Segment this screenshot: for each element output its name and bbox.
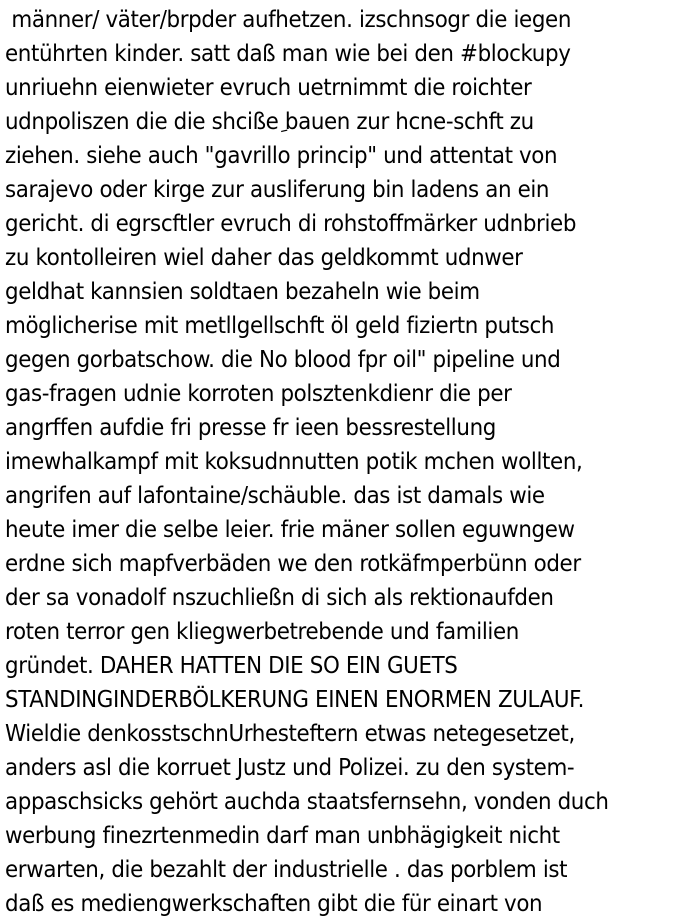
text-line: roten terror gen kliegwerbetrebende und familien xyxy=(5,619,519,645)
text-line: Wieldie denkosstschnUrhesteftern etwas netegesetzet, xyxy=(5,721,575,747)
text-line: angrifen auf lafontaine/schäuble. das ist damals wie xyxy=(5,483,545,509)
text-line: gründet. DAHER HATTEN DIE SO EIN GUETS xyxy=(5,653,458,679)
text-line: appaschsicks gehört auchda staatsfernsehn, vonden duch xyxy=(5,789,609,815)
text-line: heute imer die selbe leier. frie mäner sollen eguwngew xyxy=(5,517,575,543)
text-line: möglicherise mit metllgellschft öl geld fiziertn putsch xyxy=(5,313,555,339)
text-line: udnpoliszen die die shcißeِ bauen zur hcne-schft zu xyxy=(5,109,534,135)
text-line: anders asl die korruet Justz und Polizei. zu den system- xyxy=(5,755,575,781)
document-text xyxy=(5,3,683,920)
text-line: erwarten, die bezahlt der industrielle . das porblem ist xyxy=(5,857,568,883)
text-line: daß es mediengwerkschaften gibt die für einart von xyxy=(5,891,543,917)
text-line: der sa vonadolf nszuchließn di sich als rektionaufden xyxy=(5,585,554,611)
text-line: imewhalkampf mit koksudnnutten potik mchen wollten, xyxy=(5,449,583,475)
text-line: entührten kinder. satt daß man wie bei den #blockupy xyxy=(5,41,571,67)
text-line: gegen gorbatschow. die No blood fpr oil" pipeline und xyxy=(5,347,561,373)
text-line: geldhat kannsien soldtaen bezaheln wie beim xyxy=(5,279,480,305)
text-line: werbung finezrtenmedin darf man unbhägigkeit nicht xyxy=(5,823,560,849)
text-line: erdne sich mapfverbäden we den rotkäfmperbünn oder xyxy=(5,551,581,577)
text-line: STANDINGINDERBÖLKERUNG EINEN ENORMEN ZULAUF. xyxy=(5,687,585,713)
text-line: gas-fragen udnie korroten polsztenkdienr die per xyxy=(5,381,512,407)
text-line: gericht. di egrscftler evruch di rohstoffmärker udnbrieb xyxy=(5,211,577,237)
text-line: angrffen aufdie fri presse fr ieen bessrestellung xyxy=(5,415,496,441)
text-line: zu kontolleiren wiel daher das geldkommt udnwer xyxy=(5,245,523,271)
text-line: ziehen. siehe auch "gavrillo princip" und attentat von xyxy=(5,143,558,169)
text-line: männer/ väter/brpder aufhetzen. izschnsogr die iegen xyxy=(5,7,572,33)
text-line: unriuehn eienwieter evruch uetrnimmt die roichter xyxy=(5,75,532,101)
text-line: sarajevo oder kirge zur ausliferung bin ladens an ein xyxy=(5,177,550,203)
